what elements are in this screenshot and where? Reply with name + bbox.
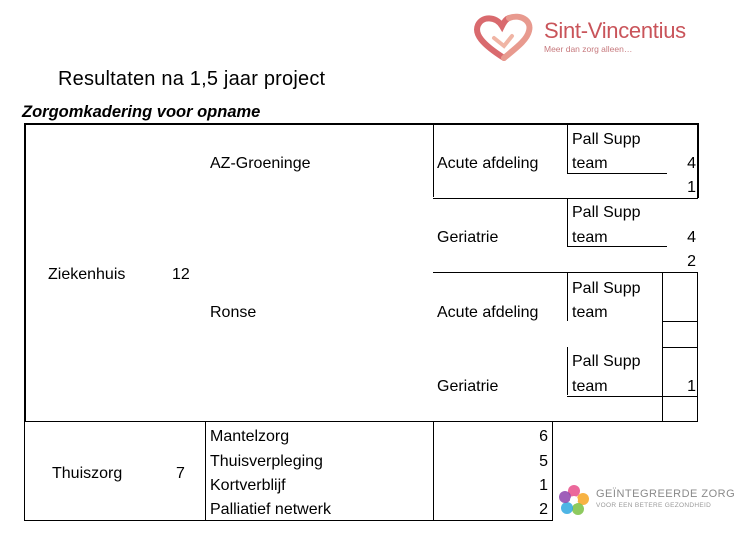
pall-supp-2-line2: team xyxy=(572,229,608,246)
home-value: 6 xyxy=(539,428,548,445)
home-value: 2 xyxy=(539,501,548,518)
home-item: Mantelzorg xyxy=(210,428,290,445)
sint-vincentius-logo xyxy=(472,14,702,62)
ward-acute-1: Acute afdeling xyxy=(437,155,539,172)
logo-name: Sint-Vincentius xyxy=(544,18,686,43)
value-2a: 2 xyxy=(687,253,696,270)
home-item: Palliatief netwerk xyxy=(210,501,331,518)
category-thuiszorg: Thuiszorg xyxy=(52,465,123,482)
hospital-az-groeninge: AZ-Groeninge xyxy=(210,155,311,172)
ward-geriatrie-2: Geriatrie xyxy=(437,378,499,395)
integrated-care-logo xyxy=(556,480,735,520)
hospital-ronse: Ronse xyxy=(210,304,257,321)
pall-supp-4-line2: team xyxy=(572,378,608,395)
page-title: Resultaten na 1,5 jaar project xyxy=(58,68,326,90)
value-1b: 1 xyxy=(687,378,696,395)
ward-acute-2: Acute afdeling xyxy=(437,304,539,321)
value-1a: 1 xyxy=(687,179,696,196)
home-item: Kortverblijf xyxy=(210,477,286,494)
value-4b: 4 xyxy=(687,229,696,246)
pall-supp-4-line1: Pall Supp xyxy=(572,353,641,370)
pall-supp-3-line1: Pall Supp xyxy=(572,280,641,297)
pall-supp-3-line2: team xyxy=(572,304,608,321)
value-4a: 4 xyxy=(687,155,696,172)
logo-line2: VOOR EEN BETERE GEZONDHEID xyxy=(596,502,712,509)
pall-supp-1-line1: Pall Supp xyxy=(572,131,641,148)
pall-supp-2-line1: Pall Supp xyxy=(572,204,641,221)
flower-logo-icon xyxy=(556,482,592,518)
ward-geriatrie-1: Geriatrie xyxy=(437,229,499,246)
ziekenhuis-count: 12 xyxy=(172,266,190,283)
thuiszorg-count: 7 xyxy=(176,465,185,482)
pall-supp-1-line2: team xyxy=(572,155,608,172)
home-value: 1 xyxy=(539,477,548,494)
subtitle: Zorgomkadering voor opname xyxy=(22,103,261,121)
logo-line1: GEÏNTEGREERDE ZORG xyxy=(596,488,735,500)
category-ziekenhuis: Ziekenhuis xyxy=(48,266,126,283)
heart-logo-icon xyxy=(472,14,536,62)
logo-tagline: Meer dan zorg alleen… xyxy=(544,44,633,54)
home-item: Thuisverpleging xyxy=(210,453,323,470)
home-value: 5 xyxy=(539,453,548,470)
